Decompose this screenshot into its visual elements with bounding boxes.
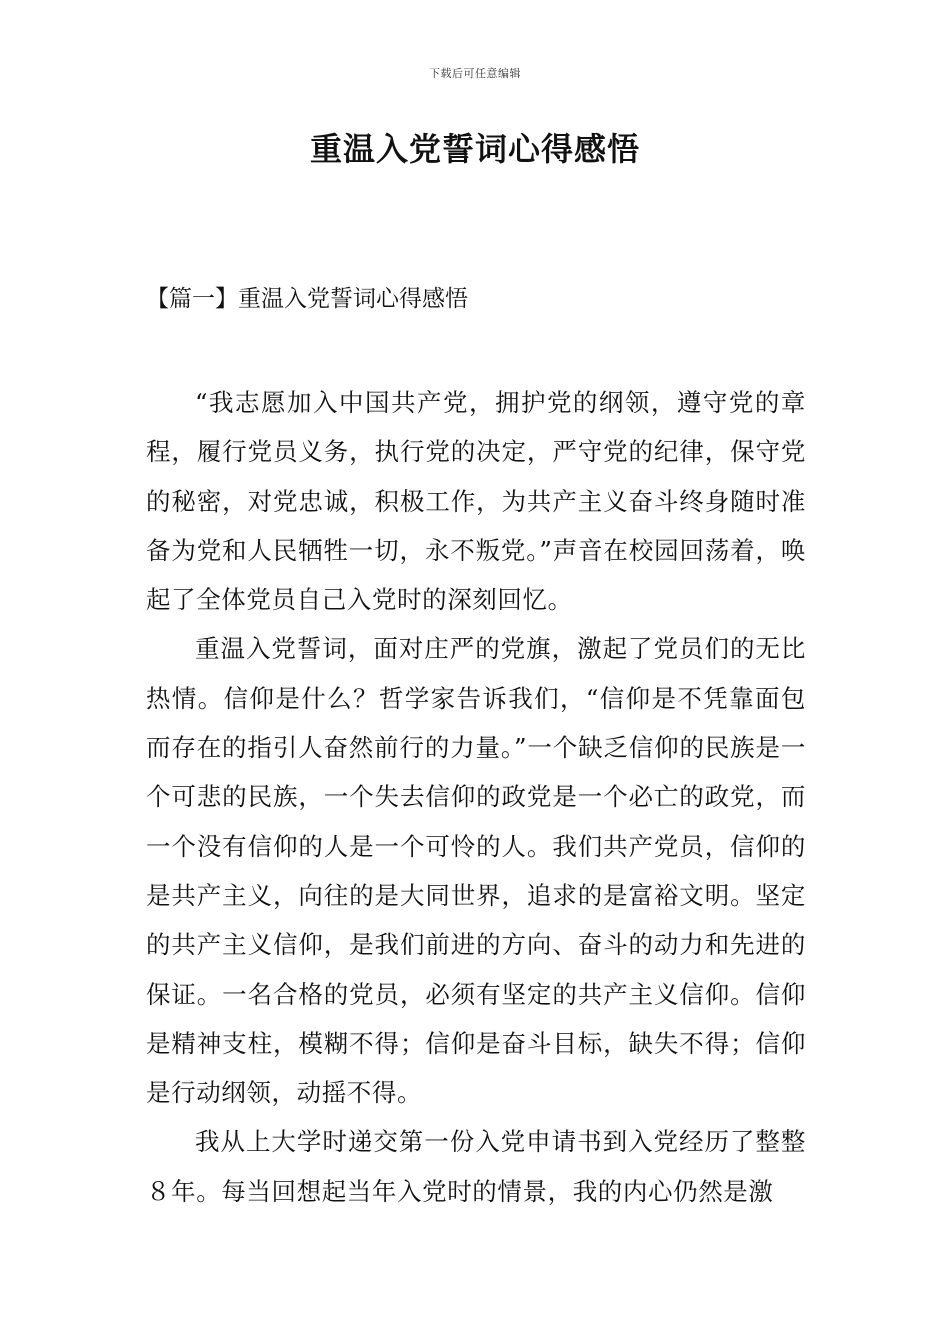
header-note: 下载后可任意编辑 (429, 67, 521, 80)
paragraph-memory: 我从上大学时递交第一份入党申请书到入党经历了整整８年。每当回想起当年入党时的情景，我的内心仍然是激 (146, 1127, 806, 1206)
paragraph-faith: 重温入党誓词，面对庄严的党旗，激起了党员们的无比热情。信仰是什么？哲学家告诉我们，“信仰是不凭靠面包而存在的指引人奋然前行的力量。”一个缺乏信仰的民族是一个可悲的民族，一个失去信仰的政党是一个必亡的政党，而一个没有信仰的人是一个可怜的人。我们共产党员，信仰的是共产主义，向往的是大同世界，追求的是富裕文明。坚定的共产主义信仰，是我们前进的方向、奋斗的动力和先进的保证。一名合格的党员，必须有坚定的共产主义信仰。信仰是精神支柱，模糊不得；信仰是奋斗目标，缺失不得；信仰是行动纲领，动摇不得。 (146, 634, 806, 1108)
section-heading: 【篇一】重温入党誓词心得感悟 (146, 286, 468, 312)
body-text (146, 378, 806, 1216)
paragraph-oath: “我志愿加入中国共产党，拥护党的纲领，遵守党的章程，履行党员义务，执行党的决定，严守党的纪律，保守党的秘密，对党忠诚，积极工作，为共产主义奋斗终身随时准备为党和人民牺牲一切，永不叛党。”声音在校园回荡着，唤起了全体党员自己入党时的深刻回忆。 (146, 388, 806, 615)
document-title: 重温入党誓词心得感悟 (309, 130, 640, 168)
